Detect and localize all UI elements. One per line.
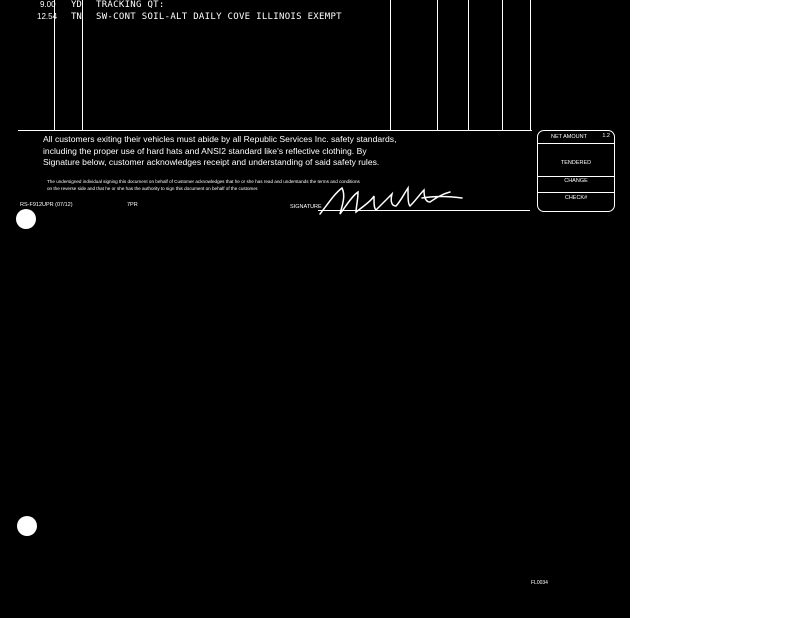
signature-label: SIGNATURE (290, 204, 322, 210)
tendered-label: TENDERED (560, 160, 592, 166)
safety-notice-line: Signature below, customer acknowledges receipt and understanding of said safety rules. (43, 157, 380, 167)
column-rule (530, 0, 531, 130)
check-label: CHECK# (564, 195, 588, 201)
line-item-description: TRACKING QT: (96, 0, 165, 10)
punch-hole (16, 209, 36, 229)
net-amount-value: 1.2 (602, 133, 610, 139)
handwritten-signature (312, 184, 472, 218)
column-rule (502, 0, 503, 130)
net-amount-label: NET AMOUNT (551, 134, 587, 140)
column-rule (468, 0, 469, 130)
fine-print-line: The undersigned individual signing this document on behalf of Customer acknowledges that he or she has read and understands the terms and conditions (47, 179, 360, 184)
box-divider (538, 143, 614, 144)
form-number: RS-F912UPR (07/12) (20, 202, 73, 208)
safety-notice-line: All customers exiting their vehicles must abide by all Republic Services Inc. safety standards, (43, 134, 397, 144)
line-item-unit: TN (71, 12, 82, 22)
safety-notice-line: including the proper use of hard hats and ANSI2 standard like's reflective clothing. By (43, 145, 367, 156)
line-item-qty: 9.00 (40, 0, 56, 9)
footer-code: FL0034 (531, 580, 548, 586)
line-item-qty: 12.54 (37, 12, 58, 21)
form-code: 7PR (127, 202, 138, 208)
line-item-description: SW-CONT SOIL-ALT DAILY COVE ILLINOIS EXEMPT (96, 12, 342, 22)
totals-box (537, 130, 615, 212)
column-rule (82, 0, 83, 130)
column-rule (390, 0, 391, 130)
column-rule (437, 0, 438, 130)
punch-hole (17, 516, 37, 536)
box-divider (538, 176, 614, 177)
line-item-unit: YD (71, 0, 82, 10)
change-label: CHANGE (564, 178, 588, 184)
safety-notice (43, 134, 396, 169)
box-divider (538, 192, 614, 193)
table-bottom-rule (18, 130, 532, 131)
fine-print-line: on the reverse side and that he or she has the authority to sign this document on behalf of the customer. (47, 185, 259, 191)
